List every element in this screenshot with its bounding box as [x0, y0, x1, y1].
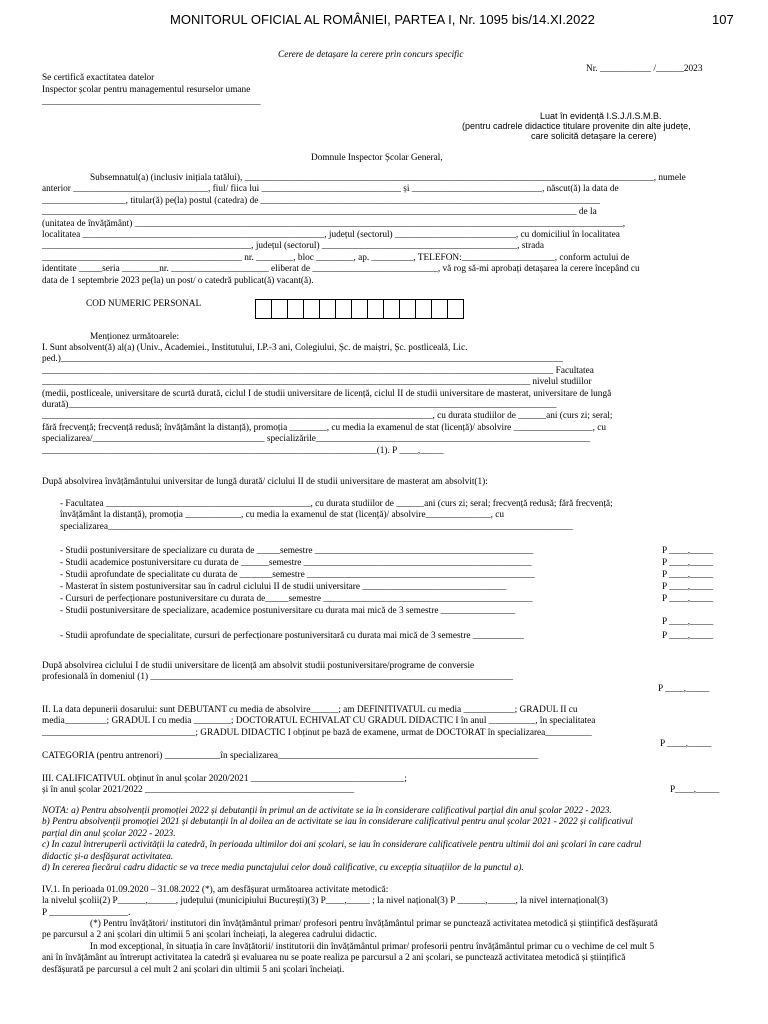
cnp-digit-box[interactable]: [335, 299, 352, 319]
sec3-points: P____,_____: [670, 785, 720, 795]
sec2-line: _________________________________; GRADUL DIDACTIC I obținut pe bază de examene, urmat de DOCTORAT în specializarea__________: [42, 727, 592, 738]
cnp-digit-box[interactable]: [303, 299, 320, 319]
mention-heading: Menționez următoarele:: [90, 332, 180, 342]
licenta-block: [42, 661, 722, 684]
nota-line: b) Pentru absolvenții promoției 2021 și debutanții în al doilea an de activitate se iau în considerare calificativul pentru anul școlar 2021 - 2022 și calificativul: [42, 817, 633, 828]
nota-line: d) În cererea fiecărui cadru didactic se va trece media punctajului celor două calificative, cu excepția situațiilor de la punctul a).: [42, 863, 524, 874]
sec1-line: _________________________________________________________________________________________________________ nivelul studiilor: [42, 377, 592, 388]
fac2-line: - Facultatea ____________________________________________, cu durata studiilor de ______ani (curs zi; seral; frecvență redusă; fără frecvență;: [60, 499, 613, 509]
nota-block: [42, 806, 722, 874]
certify-line-2: Inspector școlar pentru managementul resurselor umane: [42, 85, 251, 95]
sec1-line: ______________________________________________________________________________________________________________ Facultatea: [42, 365, 594, 376]
cnp-digit-box[interactable]: [431, 299, 448, 319]
licenta-line: profesională în domeniul (1) ______________________________________________________________________________: [42, 672, 514, 683]
sec1-line: specializarea/_____________________________________ specializările___________________________________________________________: [42, 434, 591, 445]
par-line: (unitatea de învățământ) _________________________________________________________________________________________________________,: [42, 218, 626, 229]
postgrad-item: - Studii aprofundate de specialitate, cursuri de perfecționare postuniversitară cu durata mai mică de 3 semestre ___________: [60, 631, 524, 641]
luat-line-1: Luat în evidență I.S.J./I.S.M.B.: [540, 111, 662, 121]
cnp-digit-box[interactable]: [287, 299, 304, 319]
cnp-digit-box[interactable]: [447, 299, 464, 319]
postgrad-points: P ____,_____: [662, 570, 714, 580]
par-line: anterior _____________________________, fiul/ fiica lui ______________________________ și ____________________________, născut(ă) la data de: [42, 184, 619, 195]
postgrad-item: - Studii academice postuniversitare cu durata de ______semestre _________________________________________________: [60, 558, 532, 568]
sec1-line: (medii, postliceale, universitare de scurtă durată, ciclul I de studii universitare de licență, ciclul II de studii universitare de masterat, universitare de lungă: [42, 388, 612, 399]
page-number: 107: [712, 12, 734, 27]
footnote-block: [42, 919, 722, 976]
postgrad-points: P ____,_____: [662, 546, 714, 556]
cnp-digit-box[interactable]: [351, 299, 368, 319]
certify-line-1: Se certifică exactitatea datelor: [42, 73, 155, 83]
nota-line: NOTĂ: a) Pentru absolvenții promoției 2022 și debutanții în primul an de activitate se ia în considerare calificativul parțial din anul școlar 2022 - 2023.: [42, 806, 612, 816]
footnote-line: În mod excepțional, în situația în care învățătorii/ institutorii din învățământul primar/ profesorii pentru învățământul primar cu o vechime de cel mult 5: [90, 941, 655, 952]
sec4-line: P _________________.: [42, 907, 131, 918]
par-line: Subsemnatul(a) (inclusiv inițiala tatălui), ________________________________________________________________________________________, numele: [90, 173, 686, 183]
cnp-digit-box[interactable]: [367, 299, 384, 319]
sec1-line: durată)_________________________________________________________________________________________________________: [42, 400, 557, 411]
cnp-digit-box[interactable]: [255, 299, 272, 319]
registration-number: Nr. ___________ /______2023: [586, 64, 703, 74]
section-1: [42, 343, 722, 457]
nota-line: didactic și-a desfășurat activitatea.: [42, 851, 174, 862]
licenta-points: P ____,_____: [658, 684, 710, 694]
cnp-label: COD NUMERIC PERSONAL: [86, 299, 202, 309]
fac2-line: învățământ la distanță), promoția ____________, cu media la examenul de stat (licență)/ absolvire______________, cu: [60, 510, 505, 521]
sec4-line: IV.1. În perioada 01.09.2020 – 31.08.2022 (*), am desfășurat următoarea activitate metodică:: [42, 885, 389, 895]
section-2: [42, 705, 722, 763]
faculty-2: [60, 499, 722, 533]
personal-details-paragraph: [42, 173, 722, 287]
sec1-line: fără frecvență; frecvență redusă; învățământ la distanță), promoția ________, cu media la examenul de stat (licență)/ absolvire _________________, cu: [42, 422, 607, 433]
nota-line: parțial din anul școlar 2022 - 2023.: [42, 828, 176, 839]
par-line: __________________, titular(ă) pe(la) postul (catedra) de _________________________________________________________________________: [42, 195, 601, 206]
licenta-line: După absolvirea ciclului I de studii universitare de licență am absolvit studii postuniversitare/programe de conversie: [42, 661, 475, 671]
sec3-line: III. CALIFICATIVUL obținut în anul școlar 2020/2021 _________________________________;: [42, 774, 407, 784]
par-line: identitate _____seria ________nr. _____________________ eliberat de ___________________________, vă rog să-mi aprobați detașarea la cerere începând cu: [42, 264, 640, 275]
sec1-line: I. Sunt absolvent(ă) al(a) (Univ., Academiei., Institutului, I.P.-3 ani, Colegiului, Șc. de maiștri, Șc. postliceală, Lic.: [42, 343, 468, 353]
sec1-line: ____________________________________________________________________________________, cu durata studiilor de ______ani (curs zi; seral;: [42, 411, 613, 422]
cnp-digit-box[interactable]: [415, 299, 432, 319]
par-line: _____________________________________________, județul (sectorul) __________________________________________, strada: [42, 241, 544, 252]
cnp-digit-box[interactable]: [399, 299, 416, 319]
postgrad-points: P ____,_____: [662, 631, 714, 641]
luat-line-3: care solicită detașare la cerere): [531, 131, 657, 141]
sec2-points: P ____,_____: [660, 739, 712, 749]
sec2-line: media_________; GRADUL I cu media ________; DOCTORATUL ECHIVALAT CU GRADUL DIDACTIC I în anul __________, în specialitatea: [42, 716, 596, 727]
cnp-boxes[interactable]: [256, 299, 464, 319]
par-line: ___________________________________________________________________________________________________________________ de la: [42, 207, 597, 218]
cnp-digit-box[interactable]: [319, 299, 336, 319]
sec1-line: ________________________________________________________________________(1). P ____,_____: [42, 445, 444, 456]
postgrad-item: - Masterat în sistem postuniversitar sau în cadrul ciclului II de studii universitare _______________________________: [60, 582, 507, 592]
postgrad-item: - Studii postuniversitare de specializare, academice postuniversitare cu durata mai mică de 3 semestre ________________: [60, 606, 516, 616]
postgrad-points: P ____,_____: [662, 594, 714, 604]
salutation: Domnule Inspector Școlar General,: [311, 153, 443, 163]
fac2-line: specializarea____________________________________________________________________________________________________: [60, 521, 573, 532]
par-line: localitatea ____________________________________________________, județul (sectorul) __________________________, cu domiciliul în localitatea: [42, 230, 620, 241]
page-header-title: MONITORUL OFICIAL AL ROMÂNIEI, PARTEA I, Nr. 1095 bis/14.XI.2022: [170, 12, 595, 27]
section-3: [42, 774, 722, 797]
postgrad-points: P ____,_____: [662, 617, 714, 627]
cnp-digit-box[interactable]: [383, 299, 400, 319]
cnp-digit-box[interactable]: [271, 299, 288, 319]
postgrad-item: - Studii aprofundate de specialitate cu durata de _______semestre _________________________________________________: [60, 570, 535, 580]
sec2-line: CATEGORIA (pentru antrenori) ____________în specializarea________________________________________________________: [42, 751, 539, 762]
footnote-line: pe parcursul a 2 ani școlari din ultimii 5 ani școlari încheiați, la alegerea cadrului didactic.: [42, 930, 377, 941]
par-line: ___________________________________________ nr. ________, bloc ________, ap. _________, TELEFON:____________________, conform actului de: [42, 252, 630, 263]
after-master-heading: După absolvirea învățământului universitar de lungă durată/ ciclului II de studii universitare de masterat am absolvit(1):: [42, 477, 488, 487]
form-subtitle: Cerere de detașare la cerere prin concurs specific: [278, 50, 464, 60]
footnote-line: ani în învățământ au întrerupt activitatea la catedră și evaluarea nu se poate realiza pe parcursul a 2 ani școlari, se punctează activitatea metodică și științifică: [42, 953, 626, 964]
section-4: [42, 885, 722, 919]
nota-line: c) În cazul întreruperii activității la catedră, în perioada ultimilor doi ani școlari, se iau în considerare calificativele pentru ultimii doi ani școlari în care cadrul: [42, 840, 642, 851]
postgrad-points: P ____,_____: [662, 582, 714, 592]
postgrad-points: P ____,_____: [662, 558, 714, 568]
sec2-line: II. La data depunerii dosarului: sunt DEBUTANT cu media de absolvire______; am DEFINITIVATUL cu media ___________; GRADUL II cu: [42, 705, 578, 715]
footnote-line: (*) Pentru învățători/ institutori din învățământul primar/ profesori pentru învățământul primar se punctează activitatea metodică și științifică desfășurată: [90, 919, 658, 929]
par-line: data de 1 septembrie 2023 pe(la) un post/ o catedră publicat(ă) vacant(ă).: [42, 275, 314, 286]
sec4-line: la nivelul școlii(2) P______,______, județului (municipiului București)(3) P____,_____ ; la nivel național(3) P ______,______, la nivel internațional(3): [42, 896, 608, 907]
certify-signature-line: _______________________________________________: [42, 97, 261, 107]
footnote-line: desfășurată pe parcursul a cel mult 2 ani școlari din ultimii 5 ani școlari încheiați.: [42, 964, 345, 975]
luat-line-2: (pentru cadrele didactice titulare provenite din alte județe,: [462, 121, 691, 131]
postgrad-item: - Studii postuniversitare de specializare cu durata de _____semestre _______________________________________________: [60, 546, 534, 556]
sec1-line: ped.)____________________________________________________________________________________________________________: [42, 354, 563, 365]
postgrad-item: - Cursuri de perfecționare postuniversitare cu durata de_____semestre _____________________________________________: [60, 594, 533, 604]
sec3-line: și în anul școlar 2021/2022 _____________________________________________: [42, 785, 355, 796]
